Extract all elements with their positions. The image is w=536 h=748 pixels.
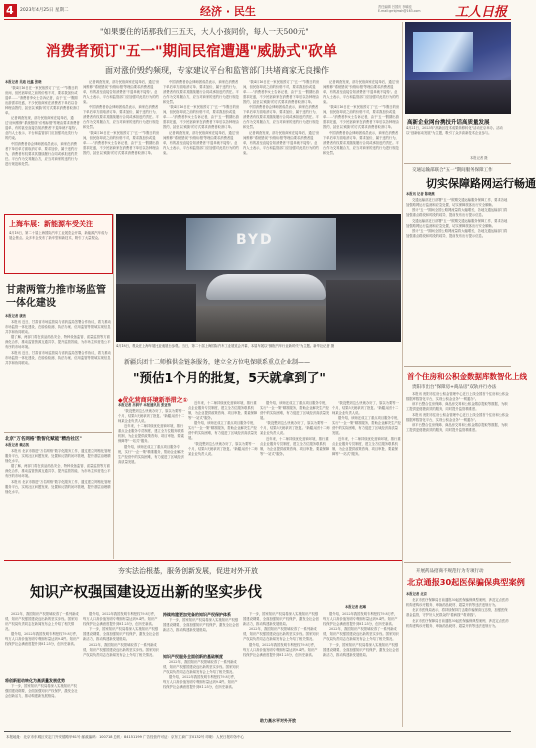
right-story2-subhead: 贵阳市出台"保障房+商品房"双轨并行办法 xyxy=(412,385,497,390)
center-headline: "预估1个月的批复，5天就拿到了" xyxy=(133,370,326,385)
bottom-sub4: 助力高水平对外开放 xyxy=(260,718,296,723)
center-byline: 本报记者 吕润平 本报通讯员 张亚伟 xyxy=(118,403,171,407)
concept-car xyxy=(206,274,326,300)
bottom-body-col3b: 2022年，我国知识产权领域取得了一系列新成绩，知识产权强国建设迈出新的坚实步伐。国家知识产权局负责同志在新闻发布会上介绍了相关情况。 据介绍，2022年我国发明专利授权79.8万件，每万人口高价值发明专利拥有量达到9.4件。知识产权保护社会满意度提升到81.25分，创历史新高。 xyxy=(163,660,239,690)
crowd-center xyxy=(196,306,326,342)
center-kicker: 新疆兵团十二师推供金链条服务，建立全方位电保联系重点企业制—— xyxy=(124,359,311,366)
auto-show-photo xyxy=(116,214,401,342)
left-story-body: 本报讯 近日，甘肃省市场监管局与省药监局签署合作协议，着力推动市场监管一体化建设，在检验检测、执法办案、信用监管等领域实现信息共享和协同联动。 据了解，两部门将在食品药品安全、特种设备监管、质量监管等方面深化合作，推动监管资源互通共享，提升监管效能，为市场主体营造公平有序的市场环境。 本报讯 近日，甘肃省市场监管局与省药监局签署合作协议，着力推动市场监管一体化建设，在检验检测、执法办案、信用监管等领域实现信息共享和协同联动。 xyxy=(5,320,111,365)
right-story2-headline: 首个住房和公积金数据库数智化上线 xyxy=(407,372,527,381)
footer-line: 本报地址：北京市东城区安定门外安德路甲61号 邮政编码：100718 总机：84151199 广告经营许可证：京东工商广字0132号 印刷：人民日报印务中心 xyxy=(6,735,244,739)
lead-body-col3: 中国消费者协会律师团成员表示，商家在消费者下单后单方面取消订单、要求加价，属于违约行为，消费者有权要求其继续履行合同或承担违约责任。平台作为交易撮合方，应当对商家的违约行为进行规范和处罚。 "我4月16日在一家民宿预订了"五一"节假日的房间，但民宿却说之前的价格不对，要求我加价或退单……"消费者李女士告诉记者，由于'五一'假期出游需求旺盛，不少民宿商家在消费者下单后以各种理由毁约，甚至以'威胁'的方式要求消费者取消订单。 记者调查发现，部分民宿商家在接单后，通过'房间维修''系统错误''价格标错'等理由要求消费者退单，有的甚至直接告知消费者'不退单就不接待'。业内人士表示，平台和监管部门应加强对此类行为的约束。 xyxy=(163,80,240,155)
bottom-headline: 知识产权强国建设迈出新的坚实步伐 xyxy=(30,585,262,601)
bottom-body-col4: 下一步，国家知识产权局将深入实施知识产权强国建设纲要，全面加强知识产权保护，激发全社会创新活力，推动构建新发展格局。 2022年，我国知识产权领域取得了一系列新成绩，知识产权强国建设迈出新的坚实步伐。国家知识产权局负责同志在新闻发布会上介绍了相关情况。 据介绍，2022年我国发明专利授权79.8万件，每万人口高价值发明专利拥有量达到9.4件。知识产权保护社会满意度提升到81.25分，创历史新高。 xyxy=(243,612,319,657)
bottom-body-col1b: 下一步，国家知识产权局将深入实施知识产权强国建设纲要，全面加强知识产权保护，激发全社会创新活力，推动构建新发展格局。 xyxy=(5,684,78,698)
screen-brand: BYD xyxy=(236,232,274,248)
right-top-photo xyxy=(405,22,511,114)
left-story2-byline: 本报记者 赖志凯 xyxy=(5,443,30,447)
right-top-credit: 本报记者 摄 xyxy=(470,156,488,160)
right-story-headline: 切实保障路网运行畅通 xyxy=(426,177,536,190)
right-story3-body: 北京市医疗保障局日前通报30起医保骗保典型案例，涉及定点医药机构虚构诊疗服务、串换药品耗材、超量开药等违法违规行为。 北京市医保局表示，将持续保持打击欺诈骗保高压态势，加强医保基金监管，守护好人民群众的"看病钱""救命钱"。 北京市医疗保障局日前通报30起医保骗保典型案例，涉及定点医药机构虚构诊疗服务、串换药品耗材、超量开药等违法违规行为。 xyxy=(406,598,509,628)
bottom-body-col1: 2022年，我国知识产权领域取得了一系列新成绩，知识产权强国建设迈出新的坚实步伐。国家知识产权局负责同志在新闻发布会上介绍了相关情况。 据介绍，2022年我国发明专利授权79.8万件，每万人口高价值发明专利拥有量达到9.4件。知识产权保护社会满意度提升到81.25分，创历史新高。 xyxy=(5,612,80,647)
bottom-byline: 本报记者 赵琳 xyxy=(345,605,366,609)
center-body-col1: "我没想到这么快就办好了，原以为要等一个月，结果5天就拿到了批复。"新疆兵团十二师某企业负责人说。 近年来，十二师持续优化营商环境，推行重点企业服务专员制度，建立全方位服务联系机制，为企业提供政策咨询、项目审批、要素保障等"一站式"服务。 据介绍，该师还成立了重点项目服务专班，实行"一企一策"精准服务，帮助企业解决生产经营中的实际困难，有力促进了区域经济高质量发展。 xyxy=(118,409,185,464)
bottom-sub3: 将创新驱动转化为高质量发展优势 xyxy=(5,678,65,683)
right-top-body: 4月21日，2023年"高新区技术成果转移转化"活动在京举办。活动以"创新驱动发展"为主题，吸引了众多高新技术企业参与。 xyxy=(406,126,503,135)
center-body-col2: 近年来，十二师持续优化营商环境，推行重点企业服务专员制度，建立全方位服务联系机制，为企业提供政策咨询、项目审批、要素保障等"一站式"服务。 据介绍，该师还成立了重点项目服务专班，实行"一企一策"精准服务，帮助企业解决生产经营中的实际困难，有力促进了区域经济高质量发展。 "我没想到这么快就办好了，原以为要等一个月，结果5天就拿到了批复。"新疆兵团十二师某企业负责人说。 xyxy=(188,401,258,456)
lead-kicker: "如果要住的话那我们三五天，大人小孩同价，每人一天500元" xyxy=(100,27,309,36)
bottom-body-col5: 据介绍，2022年我国发明专利授权79.8万件，每万人口高价值发明专利拥有量达到9.4件。知识产权保护社会满意度提升到81.25分，创历史新高。 2022年，我国知识产权领域取得了一系列新成绩，知识产权强国建设迈出新的坚实步伐。国家知识产权局负责同志在新闻发布会上介绍了相关情况。 下一步，国家知识产权局将深入实施知识产权强国建设纲要，全面加强知识产权保护，激发全社会创新活力，推动构建新发展格局。 xyxy=(323,612,399,657)
lead-byline: 本报记者 吴迪 杜鑫 张晓 xyxy=(5,80,42,84)
lead-body-col2: 记者调查发现，部分民宿商家在接单后，通过'房间维修''系统错误''价格标错'等理由要求消费者退单，有的甚至直接告知消费者'不退单就不接待'。业内人士表示，平台和监管部门应加强对此类行为的约束。 中国消费者协会律师团成员表示，商家在消费者下单后单方面取消订单、要求加价，属于违约行为，消费者有权要求其继续履行合同或承担违约责任。平台作为交易撮合方，应当对商家的违约行为进行规范和处罚。 "我4月16日在一家民宿预订了"五一"节假日的房间，但民宿却说之前的价格不对，要求我加价或退单……"消费者李女士告诉记者，由于'五一'假期出游需求旺盛，不少民宿商家在消费者下单后以各种理由毁约，甚至以'威胁'的方式要求消费者取消订单。 xyxy=(83,80,160,155)
center-body-col4: "我没想到这么快就办好了，原以为要等一个月，结果5天就拿到了批复。"新疆兵团十二师某企业负责人说。 据介绍，该师还成立了重点项目服务专班，实行"一企一策"精准服务，帮助企业解决生产经营中的实际困难，有力促进了区域经济高质量发展。 近年来，十二师持续优化营商环境，推行重点企业服务专员制度，建立全方位服务联系机制，为企业提供政策咨询、项目审批、要素保障等"一站式"服务。 xyxy=(332,401,401,456)
right-story3-headline: 北京通报30起医保骗保典型案例 xyxy=(407,577,525,587)
right-story-kicker: 交通运输部联合"五一"期间服务保障工作 xyxy=(412,168,493,173)
right-story3-byline: 本报记者 北京 xyxy=(406,592,427,596)
center-subheading: ◆优化营商环境新举措之① xyxy=(118,397,188,404)
date-line: 2023年4月25日 星期二 xyxy=(20,8,69,13)
left-box-body: 4月18日，第二十届上海国际汽车工业展览会开幕，新能源汽车成为展会焦点。众多车企发布了新车型和新技术，吸引了大量观众。 xyxy=(9,231,108,240)
right-top-headline: 高新企业网台携技升话高质量发展 xyxy=(407,120,490,126)
right-story2-body: 本报讯 贵阳市住房公积金管理中心近日上线全国首个住房和公积金数据库数智化平台，实现公积金业务"一网通办"。 该平台整合住房保障、商品房交易和公积金缴存提取等数据，为职工提供更便捷高效的服务，同时提升监管精准度。 本报讯 贵阳市住房公积金管理中心近日上线全国首个住房和公积金数据库数智化平台，实现公积金业务"一网通办"。 该平台整合住房保障、商品房交易和公积金缴存提取等数据，为职工提供更便捷高效的服务，同时提升监管精准度。 xyxy=(406,392,509,433)
left-story-byline: 本报记者 康劲 xyxy=(5,314,26,318)
bottom-kicker: 夯实法治根基，服务创新发展，促进对外开放 xyxy=(118,567,258,575)
bottom-sub1: 持续构建更加完备的知识产权保护体系 xyxy=(163,612,231,617)
exhibit-visitors xyxy=(405,80,511,114)
right-story3-kicker: 开展药品招商不规范行为专项行动 xyxy=(416,569,484,574)
left-story2-headline: 北京"万名网格"数智化赋能"精治社区" xyxy=(5,437,82,442)
page-number: 4 xyxy=(6,4,14,17)
left-box xyxy=(4,214,113,274)
left-box-title: 上海车展：新能源车受关注 xyxy=(9,220,93,228)
bottom-sub2: 知识产权服务全面创新的基础制度 xyxy=(163,654,223,659)
left-story2-body: 本报讯 北京市推进"万名网格"数字化服务工作，通过建立网格化管理服务平台，实现社区问题发现、处置和反馈的闭环管理，提升基层治理精细化水平。 据了解，两部门将在食品药品安全、特种设备监管、质量监管等方面深化合作，推动监管资源互通共享，提升监管效能，为市场主体营造公平有序的市场环境。 本报讯 北京市推进"万名网格"数字化服务工作，通过建立网格化管理服务平台，实现社区问题发现、处置和反馈的闭环管理，提升基层治理精细化水平。 xyxy=(5,449,111,494)
lead-body-col5: 记者调查发现，部分民宿商家在接单后，通过'房间维修''系统错误''价格标错'等理由要求消费者退单，有的甚至直接告知消费者'不退单就不接待'。业内人士表示，平台和监管部门应加强对此类行为的约束。 "我4月16日在一家民宿预订了"五一"节假日的房间，但民宿却说之前的价格不对，要求我加价或退单……"消费者李女士告诉记者，由于'五一'假期出游需求旺盛，不少民宿商家在消费者下单后以各种理由毁约，甚至以'威胁'的方式要求消费者取消订单。 中国消费者协会律师团成员表示，商家在消费者下单后单方面取消订单、要求加价，属于违约行为，消费者有权要求其继续履行合同或承担违约责任。平台作为交易撮合方，应当对商家的违约行为进行规范和处罚。 xyxy=(323,80,400,155)
lead-body-col4: "我4月16日在一家民宿预订了"五一"节假日的房间，但民宿却说之前的价格不对，要求我加价或退单……"消费者李女士告诉记者，由于'五一'假期出游需求旺盛，不少民宿商家在消费者下单后以各种理由毁约，甚至以'威胁'的方式要求消费者取消订单。 中国消费者协会律师团成员表示，商家在消费者下单后单方面取消订单、要求加价，属于违约行为，消费者有权要求其继续履行合同或承担违约责任。平台作为交易撮合方，应当对商家的违约行为进行规范和处罚。 记者调查发现，部分民宿商家在接单后，通过'房间维修''系统错误''价格标错'等理由要求消费者退单，有的甚至直接告知消费者'不退单就不接待'。业内人士表示，平台和监管部门应加强对此类行为的约束。 xyxy=(243,80,320,155)
section-title: 经济 · 民生 xyxy=(200,5,256,18)
lead-headline: 消费者预订"五一"期间民宿遭遇"威胁式"砍单 xyxy=(46,44,338,60)
right-story-byline: 本报讯 记者 陈晓燕 xyxy=(406,192,435,196)
exhibit-screen xyxy=(413,32,473,72)
left-story-headline: 甘肃两管力推市场监管一体化建设 xyxy=(6,285,106,309)
center-body-col3: 据介绍，该师还成立了重点项目服务专班，实行"一企一策"精准服务，帮助企业解决生产经营中的实际困难，有力促进了区域经济高质量发展。 "我没想到这么快就办好了，原以为要等一个月，结果5天就拿到了批复。"新疆兵团十二师某企业负责人说。 近年来，十二师持续优化营商环境，推行重点企业服务专员制度，建立全方位服务联系机制，为企业提供政策咨询、项目审批、要素保障等"一站式"服务。 xyxy=(260,401,330,456)
photo-caption: 4月18日，观众在上海车展比亚迪展台参观。当日，第二十届上海国际汽车工业展览会开幕，本届车展以"拥抱汽车行业新时代"为主题。新华社记者 摄 xyxy=(116,344,335,348)
lead-subhead: 面对涨价毁约频现，专家建议平台和监管部门共堵商家无良操作 xyxy=(105,66,329,75)
bottom-body-col2: 据介绍，2022年我国发明专利授权79.8万件，每万人口高价值发明专利拥有量达到9.4件。知识产权保护社会满意度提升到81.25分，创历史新高。 下一步，国家知识产权局将深入实施知识产权强国建设纲要，全面加强知识产权保护，激发全社会创新活力，推动构建新发展格局。 2022年，我国知识产权领域取得了一系列新成绩，知识产权强国建设迈出新的坚实步伐。国家知识产权局负责同志在新闻发布会上介绍了相关情况。 xyxy=(83,612,159,657)
crowd-right xyxy=(326,280,401,342)
crowd-left xyxy=(116,284,196,342)
editors-credit: 责任编辑 吕国庆 李喻佳 E-mail:grrbjmsh@163.com xyxy=(378,5,421,13)
bottom-body-col3: 下一步，国家知识产权局将深入实施知识产权强国建设纲要，全面加强知识产权保护，激发全社会创新活力，推动构建新发展格局。 xyxy=(163,618,239,632)
paper-logo: 工人日报 xyxy=(455,5,508,20)
right-story-body: 交通运输部近日部署"五一"假期交通运输服务保障工作，要求各地加强路网运行监测和应急处置，切实保障旅客出行安全顺畅。 预计"五一"期间全国公路网流量将大幅增长，各地交通运输部门将加强重点路段和时段的疏导，提前发布出行提示信息。 交通运输部近日部署"五一"假期交通运输服务保障工作，要求各地加强路网运行监测和应急处置，切实保障旅客出行安全顺畅。 预计"五一"期间全国公路网流量将大幅增长，各地交通运输部门将加强重点路段和时段的疏导，提前发布出行提示信息。 xyxy=(406,198,508,239)
lead-body: "我4月16日在一家民宿预订了"五一"节假日的房间，但民宿却说之前的价格不对，要求我加价或退单……"消费者李女士告诉记者，由于'五一'假期出游需求旺盛，不少民宿商家在消费者下单后以各种理由毁约，甚至以'威胁'的方式要求消费者取消订单。 记者调查发现，部分民宿商家在接单后，通过'房间维修''系统错误''价格标错'等理由要求消费者退单，有的甚至直接告知消费者'不退单就不接待'。业内人士表示，平台和监管部门应加强对此类行为的约束。 中国消费者协会律师团成员表示，商家在消费者下单后单方面取消订单、要求加价，属于违约行为，消费者有权要求其继续履行合同或承担违约责任。平台作为交易撮合方，应当对商家的违约行为进行规范和处罚。 xyxy=(5,86,80,166)
